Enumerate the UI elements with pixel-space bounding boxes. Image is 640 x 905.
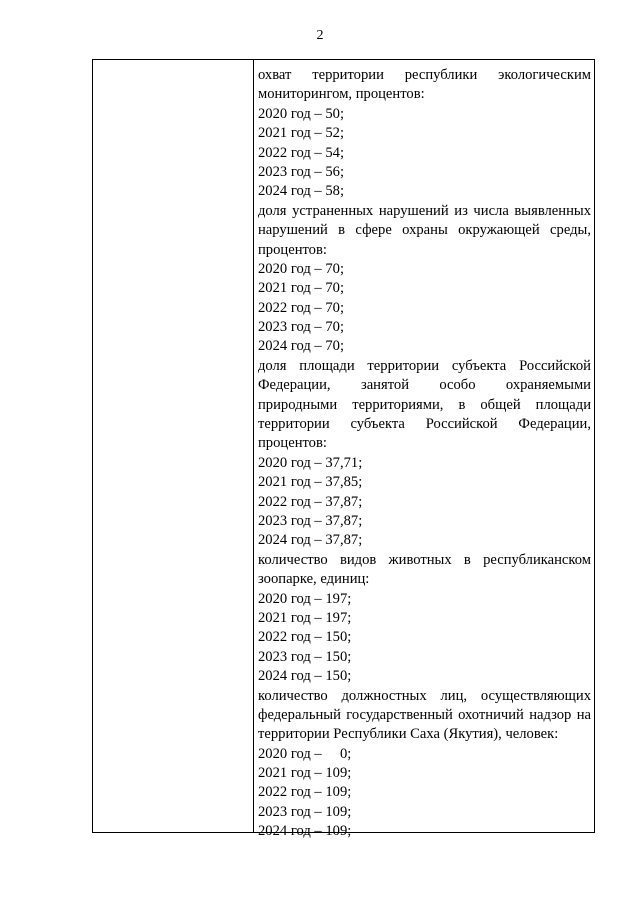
text-line: 2021 год – 52; — [258, 125, 345, 142]
text-line: 2022 год – 109; — [258, 784, 352, 801]
text-line: 2022 год – 37,87; — [258, 493, 363, 510]
text-line: доля устраненных нарушений из числа выявленных — [258, 202, 591, 219]
text-line: 2021 год – 37,85; — [258, 474, 363, 491]
text-line: 2021 год – 70; — [258, 280, 345, 297]
text-line: 2023 год – 109; — [258, 803, 352, 820]
text-line: количество должностных лиц, осуществляющих — [258, 687, 591, 704]
table-left-cell — [93, 60, 254, 832]
text-line: 2024 год – 109; — [258, 823, 352, 840]
text-line: 2021 год – 197; — [258, 609, 352, 626]
text-line: процентов: — [258, 435, 327, 452]
text-line: 2024 год – 37,87; — [258, 532, 363, 549]
content-table — [92, 59, 595, 840]
text-line: федеральный государственный охотничий надзор на — [258, 706, 591, 723]
text-line: охват территории республики экологическим — [258, 67, 591, 83]
text-line: 2024 год – 70; — [258, 338, 345, 355]
text-line: территории Республики Саха (Якутия), человек: — [258, 726, 559, 743]
text-line: 2023 год – 150; — [258, 648, 352, 665]
text-line: процентов: — [258, 241, 327, 258]
text-line: Федерации, занятой особо охраняемыми — [258, 377, 591, 394]
text-line: 2022 год – 150; — [258, 629, 352, 646]
text-line: мониторингом, процентов: — [258, 86, 425, 103]
text-line: 2023 год – 37,87; — [258, 512, 363, 529]
text-line: 2020 год – 0; — [258, 745, 352, 762]
text-line: нарушений в сфере охраны окружающей среды, — [258, 222, 591, 239]
text-line: 2020 год – 50; — [258, 105, 345, 122]
text-line: количество видов животных в республиканском — [258, 551, 591, 568]
text-line: 2024 год – 150; — [258, 668, 352, 685]
text-line: 2023 год – 56; — [258, 163, 345, 180]
table-right-cell — [258, 66, 591, 842]
page-number: 2 — [316, 28, 324, 43]
text-line: 2023 год – 70; — [258, 319, 345, 336]
text-line: территории субъекта Российской Федерации, — [258, 416, 591, 433]
text-line: 2022 год – 70; — [258, 299, 345, 316]
text-line: 2020 год – 37,71; — [258, 454, 363, 471]
text-line: природными территориями, в общей площади — [258, 396, 591, 413]
text-line: 2024 год – 58; — [258, 183, 345, 200]
text-line: 2020 год – 70; — [258, 260, 345, 277]
text-line: 2022 год – 54; — [258, 144, 345, 161]
text-line: 2021 год – 109; — [258, 765, 352, 782]
text-line: зоопарке, единиц: — [258, 571, 370, 588]
text-line: доля площади территории субъекта Российской — [258, 357, 591, 374]
text-line: 2020 год – 197; — [258, 590, 352, 607]
